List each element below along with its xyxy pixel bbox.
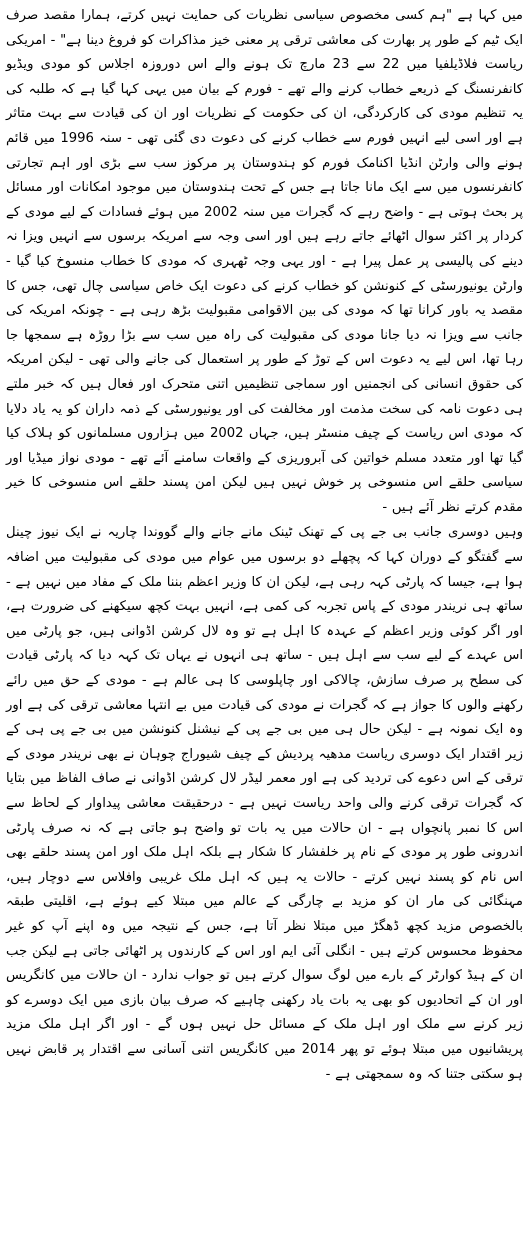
article-paragraph-1: میں کہا ہے "ہم کسی مخصوص سیاسی نظریات کی حمایت نہیں کرتے، ہمارا مقصد صرف ایک ٹیم کے طور پر بھارت کی معاشی ترقی پر معنی خیز مذاکرات کو فروغ دینا ہے" - امریکی ریاست فلاڈیلفیا میں 22 سے 23 مارچ تک ہونے والے اس دوروزہ اجلاس کو مودی ویڈیو کانفرنسنگ کے ذریعے خطاب کرنے والے تھے - فورم کے بیان میں یہی کہا گیا ہے کہ طلبہ کی یہ تنظیم مودی کی کارکردگی، ان کی حکومت کے نظریات اور ان کی قیادت سے بہت متاثر ہے اور اسی لیے انہیں فورم سے خطاب کرنے کی دعوت دی گئی تھی - سنہ 1996 میں قائم ہونے والی وارٹن انڈیا اکنامک فورم کو ہندوستان پر مرکوز سب سے بڑی اور اہم تجارتی کانفرنسوں میں سے ایک مانا جاتا ہے جس کے تحت ہندوستان میں موجود امکانات اور مسائل پر بحث ہوتی ہے - واضح رہے کہ گجرات میں سنہ 2002 میں ہوئے فسادات کے لیے مودی کے کردار پر اکثر سوال اٹھائے جاتے رہے ہیں اور اسی وجہ سے امریکہ برسوں سے انہیں ویزا نہ دینے کی پالیسی پر عمل پیرا ہے - اور یہی وجہ ٹھہری کہ مودی کا خطاب منسوخ کیا گیا - وارٹن یونیورسٹی کے کنونشن کو خطاب کرنے کی دعوت ایک خاص سیاسی چال تھی، جس کا مقصد یہ باور کرانا تھا کہ مودی کی بین الاقوامی مقبولیت بڑھ رہی ہے - چونکہ امریکہ کی جانب سے ویزا نہ دیا جانا مودی کی مقبولیت کی راہ میں سب سے بڑا روڑہ ہے سمجھا جا رہا تھا، اس لیے یہ دعوت اس کے توڑ کے طور پر استعمال کی جانے والی تھی - لیکن امریکہ کی حقوق انسانی کی انجمنیں اور سماجی تنظیمیں اتنی متحرک اور فعال ہیں کہ خبر ملتے ہی دعوت نامہ کی سخت مذمت اور مخالفت کی اور یونیورسٹی کے ذمہ داران کو یہ یاد دلایا کہ مودی اس ریاست کے چیف منسٹر ہیں، جہاں 2002 میں ہزاروں مسلمانوں کو ہلاک کیا گیا تھا اور متعدد مسلم خواتین کی آبروریزی کے واقعات سامنے آئے تھے - مودی نواز میڈیا اور سیاسی حلقے اس منسوخی پر خوش نہیں ہیں لیکن امن پسند حلقے اس منسوخی کا خیر مقدم کرتے نظر آئے ہیں - [6,8,524,515]
article-paragraph-2: وہیں دوسری جانب بی جے پی کے تھنک ٹینک مانے جانے والے گووندا چاریہ نے ایک نیوز چینل سے گفتگو کے دوران کہا کہ پچھلے دو برسوں میں عوام میں مودی کی مقبولیت میں اضافہ ہوا ہے، جیسا کہ پارٹی کہہ رہی ہے، لیکن ان کا وزیر اعظم بننا ملک کے مفاد میں نہیں ہے - ساتھ ہی نریندر مودی کے پاس تجربہ کی کمی ہے، انہیں بہت کچھ سیکھنے کی ضرورت ہے، اور اگر کوئی وزیر اعظم کے عہدہ کا اہل ہے تو وہ لال کرشن اڈوانی ہیں، جو پارٹی میں اس عہدے کے لیے سب سے اہل ہیں - ساتھ ہی انہوں نے یہاں تک کہہ دیا کہ پارٹی قیادت کی سطح پر صرف سازش، چالاکی اور چاپلوسی کا ہی عالم ہے - مودی کے حق میں رائے رکھنے والوں کا جواز ہے کہ گجرات نے مودی کی قیادت میں بے انتہا معاشی ترقی کی ہے اور وہ ایک نمونہ ہے - لیکن حال ہی میں بی جے پی کے نیشنل کنونشن میں بی جے پی ہی کے زیر اقتدار ایک دوسری ریاست مدھیہ پردیش کے چیف شیوراج چوہان نے بھی نریندر مودی کے ترقی کے اس دعوے کی تردید کی ہے اور معمر لیڈر لال کرشن اڈوانی نے صاف الفاظ میں بتایا کہ گجرات ترقی کرنے والی واحد ریاست نہیں ہے - درحقیقت معاشی پیداوار کے لحاظ سے اس کا نمبر پانچواں ہے - ان حالات میں یہ بات تو واضح ہو جاتی ہے کہ نہ صرف پارٹی اندرونی طور پر مودی کے نام پر خلفشار کا شکار ہے بلکہ اہل ملک اور امن پسند حلقے بھی اس نام کو پسند نہیں کرتے - حالات یہ ہیں کہ اہل ملک غریبی وافلاس سے دوچار ہیں، مہنگائی کی مار ان کو مزید بے چارگی کے عالم میں مبتلا کیے ہوئے ہے، اقلیتی طبقہ بالخصوص مزید کچھ ڈھگڑ میں مبتلا نظر آتا ہے، جس کے نتیجہ میں وہ اپنے آپ کو غیر محفوظ محسوس کرتے ہیں - انگلی آئی ایم اور اس کے کارندوں پر اٹھائی جاتی ہے لیکن جب ان کے ہیڈ کوارٹر کے بارے میں لوگ سوال کرتے ہیں تو جواب ندارد - ان حالات میں کانگریس اور ان کے اتحادیوں کو بھی یہ بات یاد رکھنی چاہیے کہ صرف بیان بازی میں ایک دوسرے کو زیر کرنے سے ملک اور اہل ملک کے مسائل حل نہیں ہوں گے - اور اگر اہل ملک مزید پریشانیوں میں مبتلا ہوئے تو پھر 2014 میں کانگریس اتنی آسانی سے اقتدار پر قابض نہیں ہو سکتی جتنا کہ وہ سمجھتی ہے - [6,525,523,1082]
